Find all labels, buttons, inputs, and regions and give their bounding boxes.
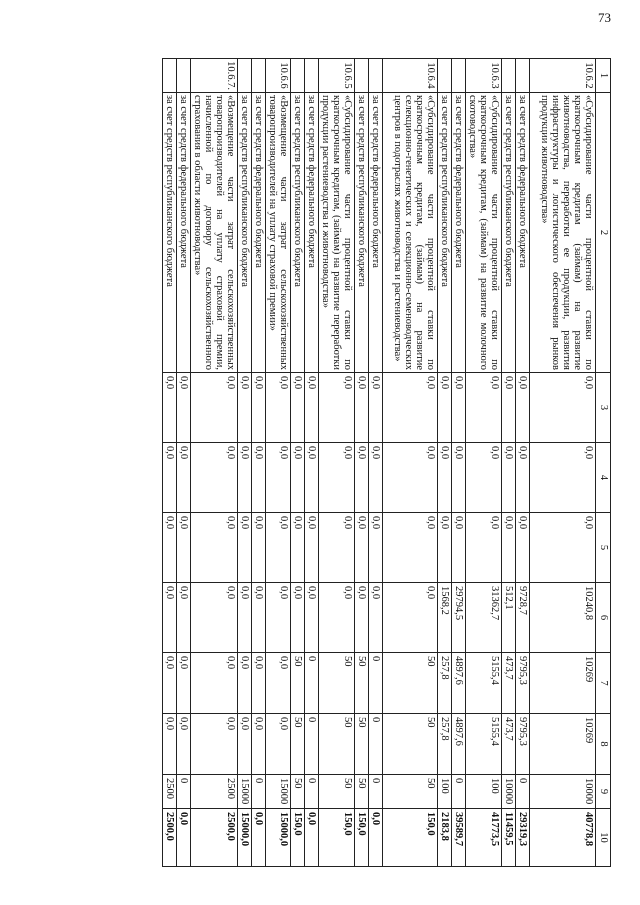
row-value: 0,0 [238, 443, 252, 513]
row-value: 0,0 [355, 443, 369, 513]
row-value: 5155,4 [466, 714, 502, 775]
rotated-table-container [63, 58, 611, 866]
row-code: 10.6.4 [383, 59, 438, 93]
row-total: 2500,0 [163, 809, 177, 867]
row-value: 2500 [163, 775, 177, 809]
table-body [163, 59, 596, 867]
column-header: 4 [596, 443, 611, 513]
row-description: за счет средств республиканского бюджета [238, 93, 252, 373]
page-number: 73 [598, 10, 611, 25]
row-value: 0,0 [291, 443, 305, 513]
row-value: 0,0 [163, 443, 177, 513]
row-value: 0,0 [355, 583, 369, 653]
row-value: 0,0 [163, 653, 177, 714]
row-value: 0,0 [191, 653, 238, 714]
column-header: 10 [596, 809, 611, 867]
row-value: 0,0 [238, 513, 252, 583]
row-value: 0,0 [177, 583, 191, 653]
row-value: 0,0 [191, 714, 238, 775]
row-value: 100 [466, 775, 502, 809]
row-description: за счет средств федерального бюджета [177, 93, 191, 373]
row-value: 0,0 [319, 443, 355, 513]
row-value: 9795,3 [516, 714, 530, 775]
row-total: 39589,7 [452, 809, 466, 867]
row-total: 29319,3 [516, 809, 530, 867]
row-value: 512,1 [502, 583, 516, 653]
row-value: 10000 [502, 775, 516, 809]
row-value: 0,0 [266, 714, 291, 775]
row-description: за счет средств республиканского бюджета [163, 93, 177, 373]
row-value: 0,0 [369, 583, 383, 653]
row-value: 10000 [530, 775, 596, 809]
row-value: 0,0 [383, 443, 438, 513]
row-value: 473,7 [502, 653, 516, 714]
row-total: 150,0 [355, 809, 369, 867]
budget-table [162, 58, 611, 867]
row-value: 0,0 [266, 653, 291, 714]
row-value: 0,0 [466, 513, 502, 583]
column-header: 5 [596, 513, 611, 583]
table-row [502, 59, 516, 867]
row-value: 0,0 [305, 443, 319, 513]
row-value: 4897,6 [452, 653, 466, 714]
row-value: 0,0 [266, 513, 291, 583]
row-value: 0,0 [238, 714, 252, 775]
row-value: 0,0 [530, 443, 596, 513]
row-total: 11459,5 [502, 809, 516, 867]
table-row [266, 59, 291, 867]
row-value: 15000 [266, 775, 291, 809]
row-value: 10269 [530, 714, 596, 775]
row-value: 0,0 [305, 583, 319, 653]
row-description: за счет средств федерального бюджета [305, 93, 319, 373]
row-value: 0,0 [252, 443, 266, 513]
row-description: «Субсидирование части процентной ставки по краткосрочным кредитам, (займам) на развитие молочного скотоводства» [466, 93, 502, 373]
column-header: 2 [596, 93, 611, 373]
row-value: 0,0 [238, 653, 252, 714]
row-value: 0,0 [177, 714, 191, 775]
row-value: 0,0 [252, 653, 266, 714]
table-row [530, 59, 596, 867]
row-value: 50 [319, 653, 355, 714]
row-total: 0,0 [305, 809, 319, 867]
row-value: 0,0 [252, 373, 266, 443]
row-value: 5155,4 [466, 653, 502, 714]
row-code [502, 59, 516, 93]
row-value: 0,0 [516, 513, 530, 583]
row-value: 0 [305, 653, 319, 714]
row-value: 0,0 [266, 443, 291, 513]
column-header: 6 [596, 583, 611, 653]
row-total: 15000,0 [266, 809, 291, 867]
row-value: 0,0 [177, 653, 191, 714]
row-value: 50 [291, 653, 305, 714]
row-value: 0,0 [452, 513, 466, 583]
row-value: 0,0 [452, 373, 466, 443]
row-code: 10.6.5 [319, 59, 355, 93]
row-total: 40778,8 [530, 809, 596, 867]
row-value: 0 [516, 775, 530, 809]
table-row [177, 59, 191, 867]
row-value: 9795,3 [516, 653, 530, 714]
row-value: 0,0 [252, 583, 266, 653]
row-value: 0,0 [163, 513, 177, 583]
row-description: за счет средств республиканского бюджета [438, 93, 452, 373]
row-description: за счет средств федерального бюджета [369, 93, 383, 373]
row-description: за счет средств федерального бюджета [452, 93, 466, 373]
row-code [305, 59, 319, 93]
row-total: 15000,0 [238, 809, 252, 867]
row-value: 0,0 [163, 714, 177, 775]
row-value: 0 [305, 775, 319, 809]
row-code [252, 59, 266, 93]
row-value: 0,0 [191, 443, 238, 513]
row-value: 0,0 [191, 373, 238, 443]
row-value: 0,0 [252, 714, 266, 775]
row-value: 0,0 [530, 373, 596, 443]
row-value: 0 [177, 775, 191, 809]
table-row [516, 59, 530, 867]
row-value: 0,0 [305, 513, 319, 583]
row-code [516, 59, 530, 93]
row-code [438, 59, 452, 93]
row-total: 150,0 [383, 809, 438, 867]
row-value: 100 [438, 775, 452, 809]
table-row [252, 59, 266, 867]
row-value: 10240,8 [530, 583, 596, 653]
row-value: 0 [452, 775, 466, 809]
row-value: 473,7 [502, 714, 516, 775]
row-code [369, 59, 383, 93]
row-value: 0 [369, 775, 383, 809]
column-header: 8 [596, 714, 611, 775]
row-value: 0,0 [191, 513, 238, 583]
row-value: 0,0 [252, 513, 266, 583]
row-value: 50 [383, 653, 438, 714]
row-value: 0,0 [177, 513, 191, 583]
row-value: 0,0 [163, 583, 177, 653]
table-row [238, 59, 252, 867]
row-value: 10269 [530, 653, 596, 714]
row-value: 0,0 [319, 513, 355, 583]
row-value: 50 [355, 714, 369, 775]
row-value: 0,0 [291, 513, 305, 583]
row-value: 0,0 [355, 373, 369, 443]
row-code [291, 59, 305, 93]
row-code: 10.6.3 [466, 59, 502, 93]
row-description: за счет средств республиканского бюджета [502, 93, 516, 373]
row-value: 257,8 [438, 653, 452, 714]
row-value: 29794,5 [452, 583, 466, 653]
table-row [383, 59, 438, 867]
row-value: 0,0 [383, 513, 438, 583]
row-value: 0,0 [438, 373, 452, 443]
row-total: 0,0 [177, 809, 191, 867]
row-value: 50 [291, 775, 305, 809]
row-value: 50 [319, 775, 355, 809]
row-value: 0,0 [177, 373, 191, 443]
row-value: 2500 [191, 775, 238, 809]
row-description: «Субсидирование части процентной ставки по краткосрочным кредитам, (займам) на развитие переработки продукции растениеводства и животноводства» [319, 93, 355, 373]
table-row [452, 59, 466, 867]
row-value: 0,0 [291, 373, 305, 443]
row-total: 0,0 [252, 809, 266, 867]
row-code [163, 59, 177, 93]
row-value: 0,0 [438, 513, 452, 583]
row-total: 41773,5 [466, 809, 502, 867]
row-code [452, 59, 466, 93]
row-value: 0,0 [502, 443, 516, 513]
row-value: 0,0 [238, 583, 252, 653]
row-value: 0 [369, 714, 383, 775]
row-value: 0,0 [369, 373, 383, 443]
table-row [163, 59, 177, 867]
row-value: 0 [369, 653, 383, 714]
row-description: за счет средств федерального бюджета [252, 93, 266, 373]
row-value: 0 [305, 714, 319, 775]
row-code: 10.6.2 [530, 59, 596, 93]
row-value: 15000 [238, 775, 252, 809]
row-value: 0,0 [438, 443, 452, 513]
row-value: 0,0 [369, 513, 383, 583]
row-total: 150,0 [291, 809, 305, 867]
row-value: 4897,6 [452, 714, 466, 775]
row-value: 257,8 [438, 714, 452, 775]
table-row [305, 59, 319, 867]
table-row [355, 59, 369, 867]
row-description: «Субсидирование части процентной ставки по краткосрочным кредитам, (займам) на развитие селекционно-генетических и селекционно-семеноводческих центров в подотраслях животноводства и растениеводства» [383, 93, 438, 373]
table-row [191, 59, 238, 867]
row-code: 10.6.6 [266, 59, 291, 93]
row-value: 31362,7 [466, 583, 502, 653]
row-description: «Субсидирование части процентной ставки по краткосрочным кредитам (займам) на развитие животноводства, переработки ее продукции, развития инфраструктуры и логистического обеспечения рынков продукции животноводства» [530, 93, 596, 373]
row-value: 0,0 [383, 373, 438, 443]
row-description: за счет средств федерального бюджета [516, 93, 530, 373]
row-value: 50 [383, 714, 438, 775]
row-value: 0,0 [516, 443, 530, 513]
row-description: «Возмещение части затрат сельскохозяйственных товаропроизводителей на уплату страховой премии, начисленной по договору сельскохозяйственного страхования в области животноводства» [191, 93, 238, 373]
row-total: 2183,8 [438, 809, 452, 867]
table-row [291, 59, 305, 867]
row-value: 0,0 [177, 443, 191, 513]
row-value: 0,0 [530, 513, 596, 583]
row-total: 150,0 [319, 809, 355, 867]
row-value: 1568,2 [438, 583, 452, 653]
row-value: 9728,7 [516, 583, 530, 653]
row-code [238, 59, 252, 93]
table-row [369, 59, 383, 867]
column-number-row [596, 59, 611, 867]
table-row [466, 59, 502, 867]
row-value: 0,0 [516, 373, 530, 443]
row-value: 0,0 [383, 583, 438, 653]
row-value: 50 [355, 653, 369, 714]
row-code: 10.6.7. [191, 59, 238, 93]
column-header: 1 [596, 59, 611, 93]
row-value: 50 [291, 714, 305, 775]
row-value: 0,0 [466, 443, 502, 513]
table-row [319, 59, 355, 867]
row-value: 0,0 [266, 373, 291, 443]
row-value: 0,0 [502, 513, 516, 583]
row-value: 0,0 [291, 583, 305, 653]
row-total: 0,0 [369, 809, 383, 867]
row-value: 0,0 [163, 373, 177, 443]
row-value: 0 [252, 775, 266, 809]
row-code [355, 59, 369, 93]
row-value: 0,0 [452, 443, 466, 513]
row-description: «Возмещение части затрат сельскохозяйственных товаропроизводителей на уплату страховой премии» [266, 93, 291, 373]
row-value: 0,0 [369, 443, 383, 513]
column-header: 7 [596, 653, 611, 714]
row-value: 50 [355, 775, 369, 809]
row-value: 0,0 [355, 513, 369, 583]
row-value: 0,0 [266, 583, 291, 653]
row-value: 50 [319, 714, 355, 775]
table-row [438, 59, 452, 867]
row-value: 0,0 [466, 373, 502, 443]
row-code [177, 59, 191, 93]
row-value: 0,0 [319, 373, 355, 443]
column-header: 3 [596, 373, 611, 443]
row-value: 0,0 [305, 373, 319, 443]
row-value: 0,0 [319, 583, 355, 653]
row-value: 0,0 [502, 373, 516, 443]
column-header: 9 [596, 775, 611, 809]
row-description: за счет средств республиканского бюджета [355, 93, 369, 373]
row-value: 0,0 [191, 583, 238, 653]
row-value: 0,0 [238, 373, 252, 443]
row-description: за счет средств республиканского бюджета [291, 93, 305, 373]
row-total: 2500,0 [191, 809, 238, 867]
row-value: 50 [383, 775, 438, 809]
